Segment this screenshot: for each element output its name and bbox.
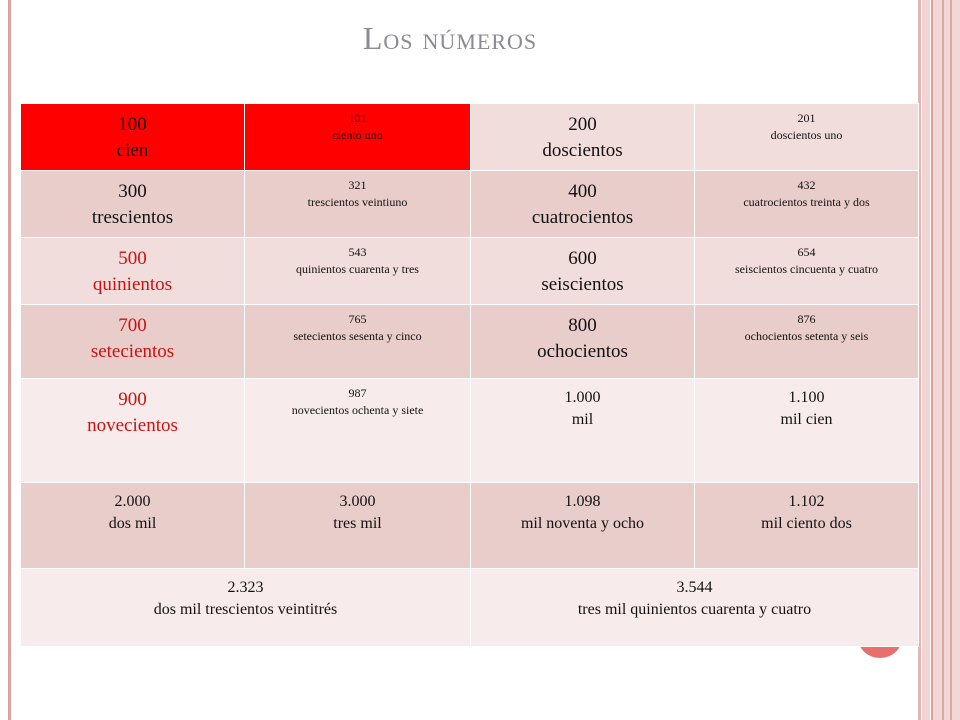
number-value: 900 — [118, 389, 147, 410]
number-value: 2.323 — [227, 579, 264, 596]
number-cell — [695, 483, 919, 569]
left-border-line — [8, 0, 11, 720]
number-word: ochocientos — [537, 341, 628, 362]
number-value: 300 — [118, 181, 147, 202]
right-border-stripes — [931, 0, 960, 720]
number-word: cuatrocientos treinta y dos — [743, 195, 870, 209]
number-cell — [21, 483, 245, 569]
number-word: setecientos — [90, 341, 175, 362]
table-row — [21, 238, 919, 305]
number-value: 1.102 — [788, 493, 825, 510]
number-value: 432 — [797, 178, 816, 192]
number-cell — [21, 379, 245, 483]
number-word: novecientos ochenta y siete — [291, 403, 424, 417]
number-cell — [695, 104, 919, 171]
number-word: cuatrocientos — [531, 207, 634, 228]
table-row — [21, 305, 919, 379]
number-cell — [695, 305, 919, 379]
number-cell — [471, 483, 695, 569]
number-value: 654 — [797, 245, 816, 259]
number-word: cien — [116, 140, 149, 161]
number-cell — [695, 238, 919, 305]
right-border-band — [922, 0, 930, 720]
table-row — [21, 569, 919, 647]
number-word: tres mil — [333, 515, 382, 532]
number-cell — [21, 104, 245, 171]
number-word: novecientos — [87, 415, 178, 436]
number-cell — [695, 379, 919, 483]
number-cell — [471, 238, 695, 305]
number-word: mil cien — [780, 411, 833, 428]
number-word: ochocientos setenta y seis — [744, 329, 869, 343]
number-value: 3.000 — [339, 493, 376, 510]
number-cell — [471, 379, 695, 483]
number-value: 2.000 — [114, 493, 151, 510]
number-cell — [21, 569, 471, 647]
number-value: 100 — [118, 114, 147, 135]
number-value: 1.000 — [564, 389, 601, 406]
number-word: setecientos sesenta y cinco — [293, 329, 422, 343]
number-cell — [471, 569, 919, 647]
number-cell — [471, 104, 695, 171]
number-cell — [471, 305, 695, 379]
number-value: 201 — [797, 111, 816, 125]
number-value: 3.544 — [676, 579, 713, 596]
number-word: mil ciento dos — [761, 515, 852, 532]
table-row — [21, 483, 919, 569]
number-value: 800 — [568, 315, 597, 336]
number-word: ciento uno — [332, 128, 383, 142]
number-value: 500 — [118, 248, 147, 269]
number-word: quinientos — [92, 274, 173, 295]
table-row — [21, 104, 919, 171]
table-row — [21, 171, 919, 238]
number-word: seiscientos — [541, 274, 624, 295]
number-word: mil — [571, 411, 594, 428]
number-word: dos mil — [108, 515, 157, 532]
table-row — [21, 379, 919, 483]
number-value: 200 — [568, 114, 597, 135]
number-value: 543 — [348, 245, 367, 259]
number-cell — [471, 171, 695, 238]
number-word: trescientos veintiuno — [307, 195, 408, 209]
number-value: 876 — [797, 312, 816, 326]
number-value: 1.100 — [788, 389, 825, 406]
number-cell — [245, 104, 471, 171]
number-cell — [245, 483, 471, 569]
number-cell — [21, 171, 245, 238]
page-title: Los números — [362, 20, 538, 56]
number-value: 700 — [118, 315, 147, 336]
number-word: doscientos — [542, 140, 623, 161]
number-cell — [21, 305, 245, 379]
number-value: 765 — [348, 312, 367, 326]
number-cell — [245, 379, 471, 483]
numbers-table — [20, 103, 919, 647]
number-cell — [695, 171, 919, 238]
number-word: seiscientos cincuenta y cuatro — [735, 262, 878, 276]
number-cell — [245, 171, 471, 238]
number-value: 101 — [348, 111, 367, 125]
number-word: trescientos — [91, 207, 174, 228]
number-word: dos mil trescientos veintitrés — [153, 601, 338, 618]
number-word: quinientos cuarenta y tres — [296, 262, 419, 276]
number-cell — [245, 238, 471, 305]
number-value: 400 — [568, 181, 597, 202]
number-word: doscientos uno — [770, 128, 843, 142]
number-word: mil noventa y ocho — [520, 515, 645, 532]
number-cell — [245, 305, 471, 379]
number-value: 1.098 — [564, 493, 601, 510]
number-word: tres mil quinientos cuarenta y cuatro — [577, 601, 812, 618]
number-value: 600 — [568, 248, 597, 269]
number-cell — [21, 238, 245, 305]
number-value: 321 — [348, 178, 367, 192]
number-value: 987 — [348, 386, 367, 400]
